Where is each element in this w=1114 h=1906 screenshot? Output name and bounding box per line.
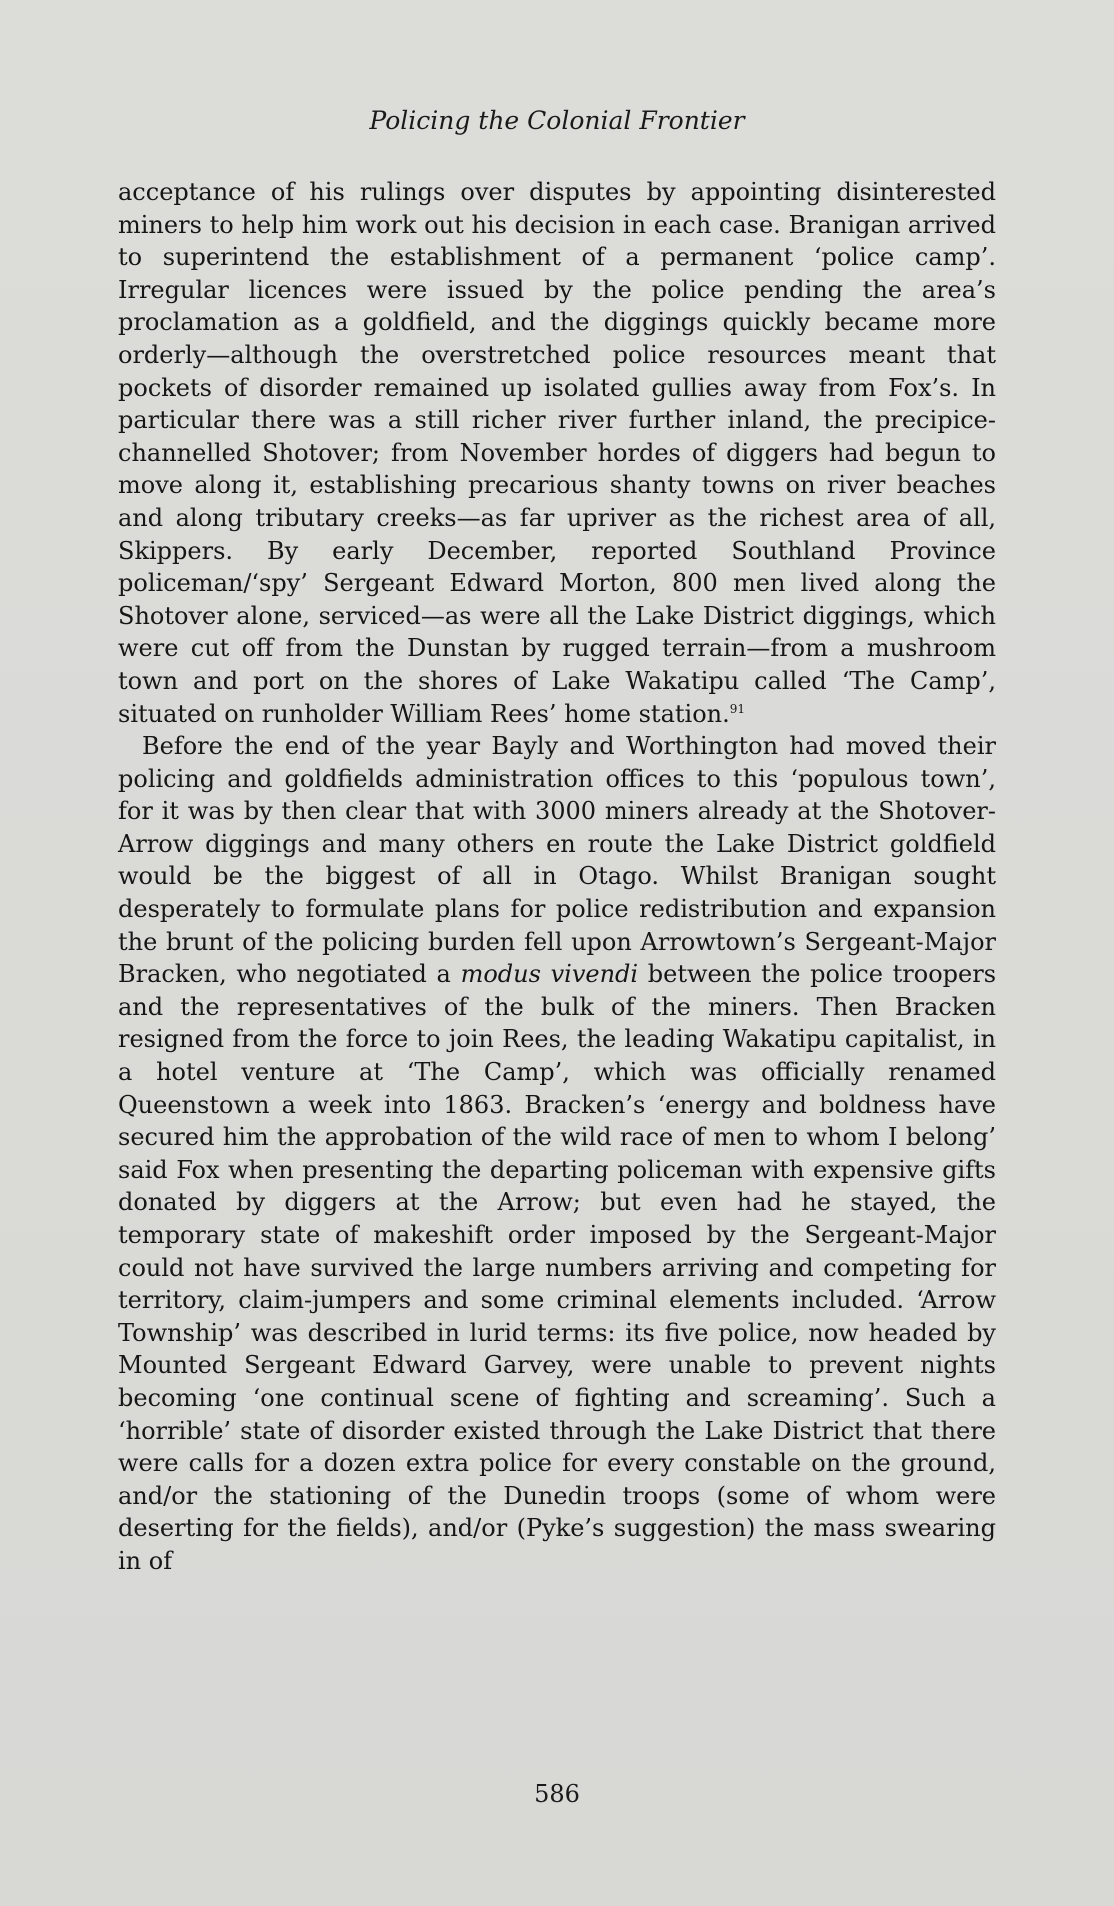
italic-phrase-modus-vivendi: modus vivendi: [460, 960, 639, 989]
paragraph-2-text-end: between the police troopers and the representatives of the bulk of the miners. Then Bracken resigned from the force to join Rees, the leading Wakatipu capitalist, in a hotel venture at ‘The Camp’, which was officially renamed Queenstown a week into 1863. Bracken’s ‘energy and boldness have secured him the approbation of the wild race of men to whom I belong’ said Fox when presenting the departing policeman with expensive gifts donated by diggers at the Arrow; but even had he stayed, the temporary state of makeshift order imposed by the Sergeant-Major could not have survived the large numbers arriving and competing for territory, claim-jumpers and some criminal elements included. ‘Arrow Township’ was described in lurid terms: its five police, now headed by Mounted Sergeant Edward Garvey, were unable to prevent nights becoming ‘one continual scene of fighting and screaming’. Such a ‘horrible’ state of disorder existed through the Lake District that there were calls for a dozen extra police for every constable on the ground, and/or the stationing of the Dunedin troops (some of whom were deserting for the fields), and/or (Pyke’s suggestion) the mass swearing in of: [118, 960, 997, 1575]
paragraph-2: [118, 730, 996, 1577]
paragraph-1: [118, 176, 996, 730]
paragraph-1-text: acceptance of his rulings over disputes by appointing disinterested miners to help him work out his decision in each case. Branigan arrived to superintend the establishment of a permanent ‘police camp’. Irregular licences were issued by the police pending the area’s proclamation as a goldfield, and the diggings quickly became more orderly—although the overstretched police resources meant that pockets of disorder remained up isolated gullies away from Fox’s. In particular there was a still richer river further inland, the precipice-channelled Shotover; from November hordes of diggers had begun to move along it, establishing precarious shanty towns on river beaches and along tributary creeks—as far upriver as the richest area of all, Skippers. By early December, reported Southland Province policeman/‘spy’ Sergeant Edward Morton, 800 men lived along the Shotover alone, serviced—as were all the Lake District diggings, which were cut off from the Dunstan by rugged terrain—from a mushroom town and port on the shores of Lake Wakatipu called ‘The Camp’, situated on runholder William Rees’ home station.: [118, 178, 996, 728]
body-text: [118, 176, 996, 1578]
running-head-title: Policing the Colonial Frontier: [369, 106, 745, 135]
paragraph-2-text-start: Before the end of the year Bayly and Worthington had moved their policing and goldfields administration offices to this ‘populous town’, for it was by then clear that with 3000 miners already at the Shotover-Arrow diggings and many others en route the Lake District goldfield would be the biggest of all in Otago. Whilst Branigan sought desperately to formulate plans for police redistribution and expansion the brunt of the policing burden fell upon Arrowtown’s Sergeant-Major Bracken, who negotiated a: [118, 732, 996, 989]
footnote-reference-91[interactable]: 91: [729, 701, 746, 716]
page-number: 586: [534, 1780, 580, 1808]
